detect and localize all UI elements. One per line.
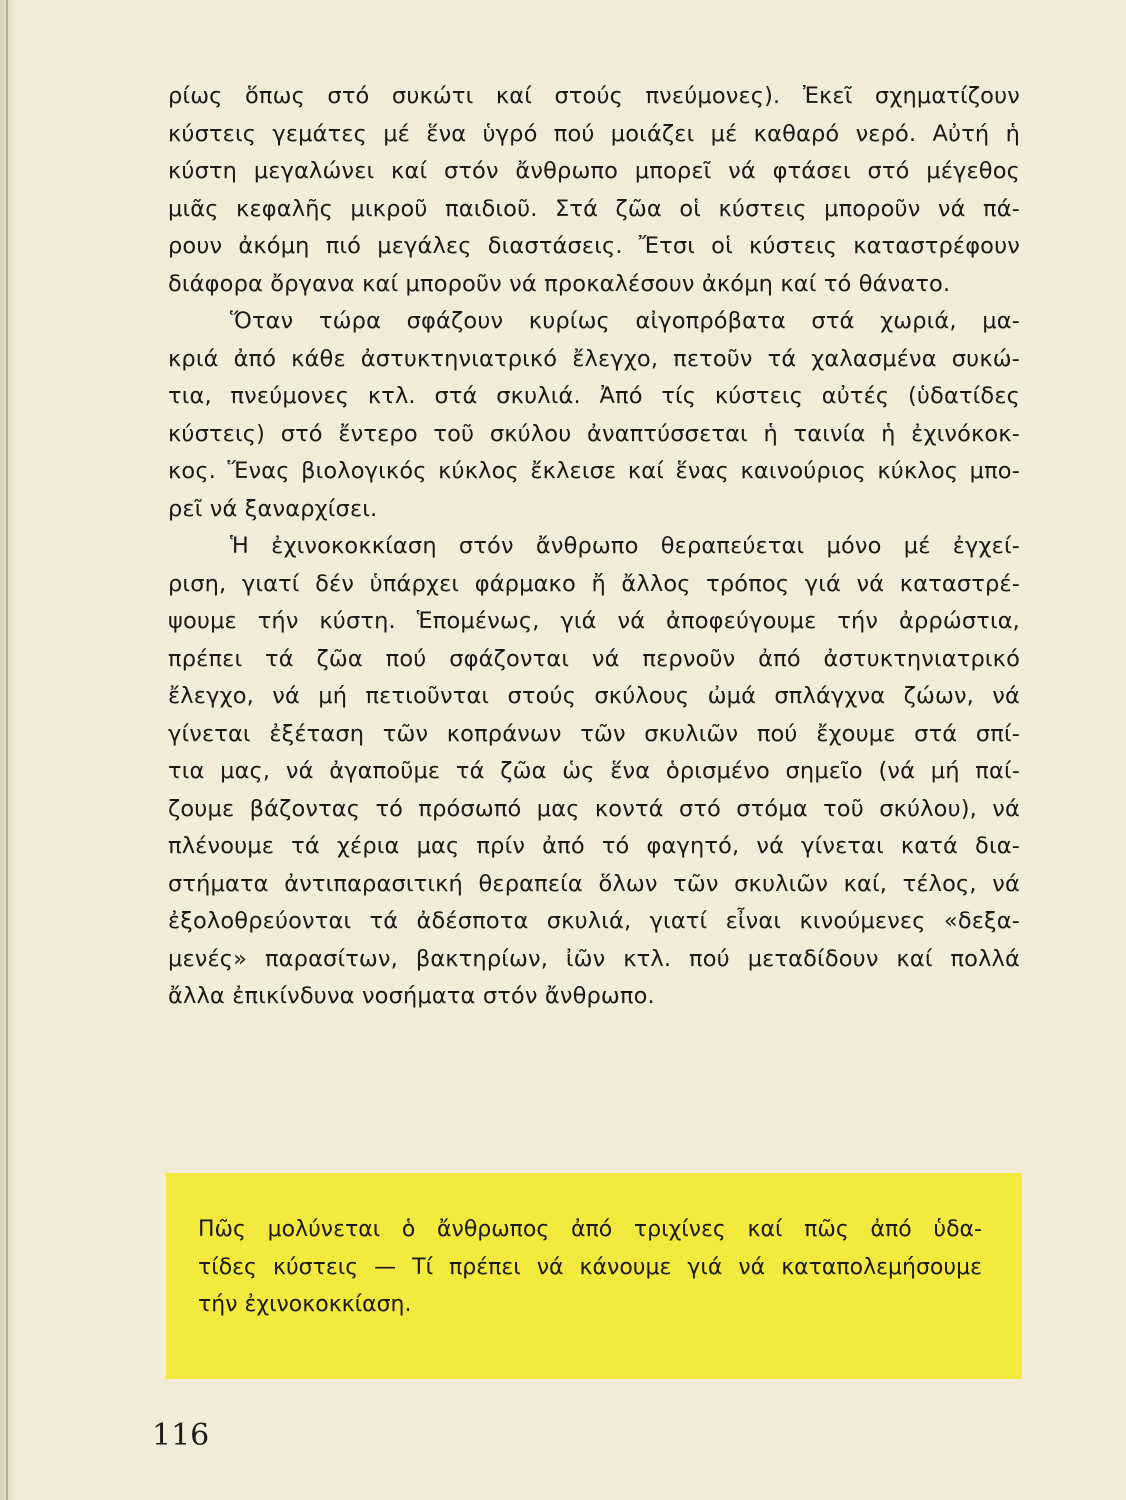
text-line: ἄλλα ἐπικίνδυνα νοσήματα στόν ἄνθρωπο. [168, 983, 655, 1009]
summary-line: τήν ἐχινοκοκκίαση. [198, 1292, 412, 1317]
body-text [168, 78, 1020, 1016]
text-line: Ὅταν τώρα σφάζουν κυρίως αἰγοπρόβατα στά χωριά, μα- [230, 308, 1020, 334]
page-spine-line [6, 0, 8, 1500]
text-line: ζουμε βάζοντας τό πρόσωπό μας κοντά στό στόμα τοῦ σκύλου), νά [168, 795, 1020, 822]
text-line: μιᾶς κεφαλῆς μικροῦ παιδιοῦ. Στά ζῶα οἱ κύστεις μποροῦν νά πά- [168, 195, 1020, 222]
text-line: ρεῖ νά ξαναρχίσει. [168, 495, 378, 522]
text-line: πρέπει τά ζῶα πού σφάζονται νά περνοῦν ἀπό ἀστυκτηνιατρικό [168, 645, 1020, 672]
text-line: κύστεις γεμάτες μέ ἕνα ὑγρό πού μοιάζει μέ καθαρό νερό. Αὐτή ἡ [168, 120, 1020, 147]
summary-line: Πῶς μολύνεται ὁ ἄνθρωπος ἀπό τριχίνες καί πῶς ἀπό ὑδα- [198, 1217, 982, 1242]
text-line: ἐξολοθρεύονται τά ἀδέσποτα σκυλιά, γιατί εἶναι κινούμενες «δεξα- [168, 908, 1020, 934]
text-line: ἔλεγχο, νά μή πετιοῦνται στούς σκύλους ὠμά σπλάγχνα ζώων, νά [168, 683, 1020, 709]
text-line: πλένουμε τά χέρια μας πρίν ἀπό τό φαγητό, νά γίνεται κατά δια- [168, 833, 1020, 859]
text-line: τια, πνεύμονες κτλ. στά σκυλιά. Ἀπό τίς κύστεις αὐτές (ὑδατίδες [168, 383, 1020, 409]
text-line: κριά ἀπό κάθε ἀστυκτηνιατρικό ἔλεγχο, πετοῦν τά χαλασμένα συκώ- [168, 345, 1020, 372]
page-spine-edge [0, 0, 18, 1500]
summary-line: τίδες κύστεις — Τί πρέπει νά κάνουμε γιά νά καταπολεμήσουμε [198, 1254, 982, 1280]
text-line: μενές» παρασίτων, βακτηρίων, ἰῶν κτλ. πού μεταδίδουν καί πολλά [168, 945, 1020, 972]
text-line: κύστεις) στό ἔντερο τοῦ σκύλου ἀναπτύσσεται ἡ ταινία ἡ ἐχινόκοκ- [168, 420, 1020, 447]
text-line: διάφορα ὄργανα καί μποροῦν νά προκαλέσουν ἀκόμη καί τό θάνατο. [168, 270, 951, 297]
text-line: γίνεται ἐξέταση τῶν κοπράνων τῶν σκυλιῶν πού ἔχουμε στά σπί- [168, 720, 1020, 747]
summary-text [198, 1211, 982, 1324]
text-line: ριση, γιατί δέν ὑπάρχει φάρμακο ἤ ἄλλος τρόπος γιά νά καταστρέ- [168, 570, 1020, 597]
summary-highlight-box [166, 1173, 1022, 1379]
page-number: 116 [152, 1418, 210, 1453]
text-line: ψουμε τήν κύστη. Ἑπομένως, γιά νά ἀποφεύγουμε τήν ἀρρώστια, [168, 608, 1020, 634]
paragraph-2 [168, 303, 1020, 528]
paragraph-3 [168, 528, 1020, 1016]
text-line: κος. Ἕνας βιολογικός κύκλος ἔκλεισε καί ἕνας καινούριος κύκλος μπο- [168, 458, 1020, 484]
text-line: στήματα ἀντιπαρασιτική θεραπεία ὅλων τῶν σκυλιῶν καί, τέλος, νά [168, 870, 1020, 897]
paragraph-1 [168, 78, 1020, 303]
text-line: τια μας, νά ἀγαποῦμε τά ζῶα ὡς ἕνα ὁρισμένο σημεῖο (νά μή παί- [168, 758, 1020, 784]
text-line: κύστη μεγαλώνει καί στόν ἄνθρωπο μπορεῖ νά φτάσει στό μέγεθος [168, 158, 1020, 184]
text-line: Ἡ ἐχινοκοκκίαση στόν ἄνθρωπο θεραπεύεται μόνο μέ ἐγχεί- [230, 533, 1020, 559]
text-line: ρίως ὅπως στό συκώτι καί στούς πνεύμονες). Ἐκεῖ σχηματίζουν [168, 83, 1020, 109]
text-line: ρουν ἀκόμη πιό μεγάλες διαστάσεις. Ἔτσι οἱ κύστεις καταστρέφουν [168, 233, 1020, 259]
